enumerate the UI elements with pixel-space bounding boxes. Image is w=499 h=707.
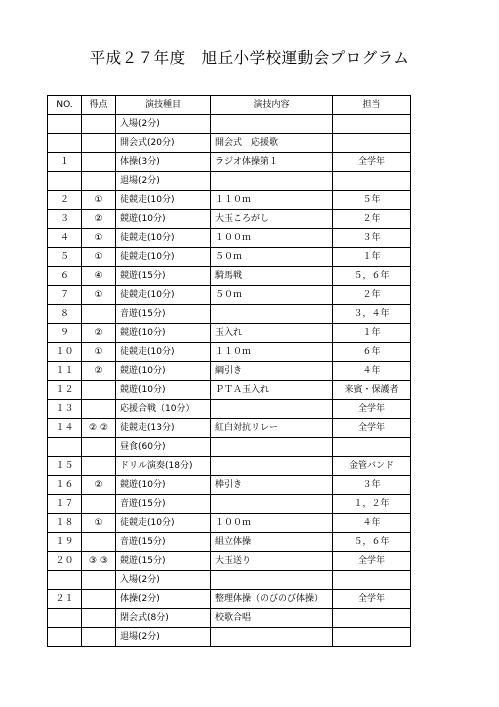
points-cell: ① bbox=[82, 191, 116, 210]
charge-cell bbox=[333, 609, 411, 628]
program-number: １３ bbox=[48, 400, 82, 419]
program-number: ３ bbox=[48, 210, 82, 229]
content-cell bbox=[211, 457, 333, 476]
points-cell bbox=[82, 438, 116, 457]
points-cell bbox=[82, 134, 116, 153]
header-event: 演技種目 bbox=[116, 96, 211, 115]
program-number bbox=[48, 134, 82, 153]
charge-cell: 全学年 bbox=[333, 590, 411, 609]
header-row bbox=[48, 96, 411, 115]
event-cell: 音遊(15分) bbox=[116, 305, 211, 324]
points-cell: ① bbox=[82, 514, 116, 533]
header-charge: 担当 bbox=[333, 96, 411, 115]
program-number: １２ bbox=[48, 381, 82, 400]
content-cell: 棒引き bbox=[211, 476, 333, 495]
charge-cell bbox=[333, 172, 411, 191]
points-cell bbox=[82, 457, 116, 476]
program-number: ９ bbox=[48, 324, 82, 343]
charge-cell bbox=[333, 571, 411, 590]
table-row bbox=[48, 267, 411, 286]
event-cell: 入場(2分) bbox=[116, 115, 211, 134]
event-cell: 体操(2分) bbox=[116, 590, 211, 609]
content-cell bbox=[211, 571, 333, 590]
event-cell: 退場(2分) bbox=[116, 628, 211, 647]
charge-cell: 来賓・保護者 bbox=[333, 381, 411, 400]
event-cell: 昼食(60分) bbox=[116, 438, 211, 457]
charge-cell bbox=[333, 115, 411, 134]
charge-cell: ２年 bbox=[333, 210, 411, 229]
points-cell bbox=[82, 533, 116, 552]
program-number: １９ bbox=[48, 533, 82, 552]
program-number bbox=[48, 628, 82, 647]
table-row bbox=[48, 438, 411, 457]
charge-cell: ４年 bbox=[333, 362, 411, 381]
points-cell bbox=[82, 571, 116, 590]
event-cell: 体操(3分) bbox=[116, 153, 211, 172]
content-cell: 開会式 応援歌 bbox=[211, 134, 333, 153]
charge-cell: ２年 bbox=[333, 286, 411, 305]
table-row bbox=[48, 115, 411, 134]
content-cell: 騎馬戦 bbox=[211, 267, 333, 286]
content-cell: 綱引き bbox=[211, 362, 333, 381]
charge-cell: １，２年 bbox=[333, 495, 411, 514]
program-number: ４ bbox=[48, 229, 82, 248]
program-number: １４ bbox=[48, 419, 82, 438]
event-cell: 徒競走(10分) bbox=[116, 286, 211, 305]
content-cell: １１０ｍ bbox=[211, 191, 333, 210]
table-row bbox=[48, 609, 411, 628]
charge-cell: ５，６年 bbox=[333, 267, 411, 286]
content-cell: 玉入れ bbox=[211, 324, 333, 343]
event-cell: 開会式(20分) bbox=[116, 134, 211, 153]
points-cell: ② ② bbox=[82, 419, 116, 438]
content-cell bbox=[211, 305, 333, 324]
content-cell: ラジオ体操第１ bbox=[211, 153, 333, 172]
event-cell: 徒競走(10分) bbox=[116, 191, 211, 210]
points-cell: ③ ③ bbox=[82, 552, 116, 571]
event-cell: 競遊(10分) bbox=[116, 362, 211, 381]
charge-cell: 全学年 bbox=[333, 552, 411, 571]
content-cell bbox=[211, 172, 333, 191]
table-row bbox=[48, 419, 411, 438]
program-number: １０ bbox=[48, 343, 82, 362]
table-row bbox=[48, 191, 411, 210]
content-cell bbox=[211, 495, 333, 514]
points-cell bbox=[82, 305, 116, 324]
table-row bbox=[48, 400, 411, 419]
program-number: ２０ bbox=[48, 552, 82, 571]
points-cell: ② bbox=[82, 476, 116, 495]
header-points: 得点 bbox=[82, 96, 116, 115]
table-body bbox=[48, 115, 411, 647]
content-cell: 校歌合唱 bbox=[211, 609, 333, 628]
table-row bbox=[48, 628, 411, 647]
charge-cell: 全学年 bbox=[333, 400, 411, 419]
points-cell bbox=[82, 172, 116, 191]
charge-cell: 全学年 bbox=[333, 153, 411, 172]
points-cell bbox=[82, 381, 116, 400]
program-number: ５ bbox=[48, 248, 82, 267]
content-cell: １１０ｍ bbox=[211, 343, 333, 362]
content-cell: 大玉送り bbox=[211, 552, 333, 571]
table-row bbox=[48, 305, 411, 324]
table-row bbox=[48, 362, 411, 381]
event-cell: 入場(2分) bbox=[116, 571, 211, 590]
points-cell: ④ bbox=[82, 267, 116, 286]
table-row bbox=[48, 381, 411, 400]
points-cell: ① bbox=[82, 286, 116, 305]
charge-cell: ３，４年 bbox=[333, 305, 411, 324]
content-cell: ＰＴＡ玉入れ bbox=[211, 381, 333, 400]
content-cell: １００ｍ bbox=[211, 514, 333, 533]
content-cell: １００ｍ bbox=[211, 229, 333, 248]
event-cell: 音遊(15分) bbox=[116, 533, 211, 552]
charge-cell bbox=[333, 438, 411, 457]
content-cell bbox=[211, 400, 333, 419]
content-cell bbox=[211, 628, 333, 647]
event-cell: 競遊(10分) bbox=[116, 324, 211, 343]
event-cell: 競遊(10分) bbox=[116, 476, 211, 495]
points-cell bbox=[82, 628, 116, 647]
content-cell bbox=[211, 438, 333, 457]
event-cell: 徒競走(13分) bbox=[116, 419, 211, 438]
page-title: 平成２７年度 旭丘小学校運動会プログラム bbox=[89, 49, 410, 67]
program-number: １８ bbox=[48, 514, 82, 533]
content-cell: 紅白対抗リレー bbox=[211, 419, 333, 438]
table-row bbox=[48, 324, 411, 343]
event-cell: 徒競走(10分) bbox=[116, 514, 211, 533]
program-number bbox=[48, 115, 82, 134]
table-row bbox=[48, 514, 411, 533]
event-cell: 退場(2分) bbox=[116, 172, 211, 191]
points-cell bbox=[82, 495, 116, 514]
table-row bbox=[48, 495, 411, 514]
program-number: ７ bbox=[48, 286, 82, 305]
charge-cell: 全学年 bbox=[333, 419, 411, 438]
program-number: １１ bbox=[48, 362, 82, 381]
points-cell bbox=[82, 115, 116, 134]
table-row bbox=[48, 229, 411, 248]
points-cell: ① bbox=[82, 248, 116, 267]
points-cell bbox=[82, 400, 116, 419]
table-row bbox=[48, 286, 411, 305]
charge-cell: １年 bbox=[333, 324, 411, 343]
table-row bbox=[48, 153, 411, 172]
charge-cell bbox=[333, 628, 411, 647]
program-number: １５ bbox=[48, 457, 82, 476]
charge-cell: １年 bbox=[333, 248, 411, 267]
content-cell: ５０ｍ bbox=[211, 286, 333, 305]
event-cell: 音遊(15分) bbox=[116, 495, 211, 514]
program-number: ８ bbox=[48, 305, 82, 324]
points-cell: ① bbox=[82, 229, 116, 248]
event-cell: 閉会式(8分) bbox=[116, 609, 211, 628]
content-cell: ５０ｍ bbox=[211, 248, 333, 267]
program-number bbox=[48, 571, 82, 590]
charge-cell: ５年 bbox=[333, 191, 411, 210]
table-header bbox=[48, 96, 411, 115]
points-cell bbox=[82, 609, 116, 628]
program-number bbox=[48, 609, 82, 628]
charge-cell: 金管バンド bbox=[333, 457, 411, 476]
table-row bbox=[48, 552, 411, 571]
event-cell: 徒競走(10分) bbox=[116, 248, 211, 267]
program-number: ６ bbox=[48, 267, 82, 286]
event-cell: 競遊(15分) bbox=[116, 267, 211, 286]
table-row bbox=[48, 172, 411, 191]
table-row bbox=[48, 590, 411, 609]
points-cell bbox=[82, 153, 116, 172]
table-row bbox=[48, 343, 411, 362]
program-number: １７ bbox=[48, 495, 82, 514]
content-cell: 大玉ころがし bbox=[211, 210, 333, 229]
event-cell: 応援合戦（10分） bbox=[116, 400, 211, 419]
content-cell: 組立体操 bbox=[211, 533, 333, 552]
header-content: 演技内容 bbox=[211, 96, 333, 115]
program-number: ２ bbox=[48, 191, 82, 210]
event-cell: 競遊(10分) bbox=[116, 210, 211, 229]
header-no: NO. bbox=[48, 96, 82, 115]
table-row bbox=[48, 571, 411, 590]
table-row bbox=[48, 476, 411, 495]
program-number bbox=[48, 172, 82, 191]
program-number: ２１ bbox=[48, 590, 82, 609]
program-table bbox=[47, 95, 411, 647]
charge-cell: ４年 bbox=[333, 514, 411, 533]
program-number bbox=[48, 438, 82, 457]
charge-cell: ３年 bbox=[333, 229, 411, 248]
content-cell: 整理体操（のびのび体操） bbox=[211, 590, 333, 609]
charge-cell: ６年 bbox=[333, 343, 411, 362]
charge-cell: ５，６年 bbox=[333, 533, 411, 552]
event-cell: 競遊(10分) bbox=[116, 381, 211, 400]
content-cell bbox=[211, 115, 333, 134]
event-cell: 徒競走(10分) bbox=[116, 343, 211, 362]
table-row bbox=[48, 248, 411, 267]
table-row bbox=[48, 210, 411, 229]
table-row bbox=[48, 457, 411, 476]
points-cell: ① bbox=[82, 343, 116, 362]
charge-cell bbox=[333, 134, 411, 153]
table-row bbox=[48, 533, 411, 552]
points-cell: ② bbox=[82, 210, 116, 229]
points-cell bbox=[82, 590, 116, 609]
program-number: １６ bbox=[48, 476, 82, 495]
program-number: １ bbox=[48, 153, 82, 172]
event-cell: 競遊(15分) bbox=[116, 552, 211, 571]
table-row bbox=[48, 134, 411, 153]
charge-cell: ３年 bbox=[333, 476, 411, 495]
points-cell: ② bbox=[82, 324, 116, 343]
event-cell: 徒競走(10分) bbox=[116, 229, 211, 248]
event-cell: ドリル演奏(18分) bbox=[116, 457, 211, 476]
points-cell: ② bbox=[82, 362, 116, 381]
